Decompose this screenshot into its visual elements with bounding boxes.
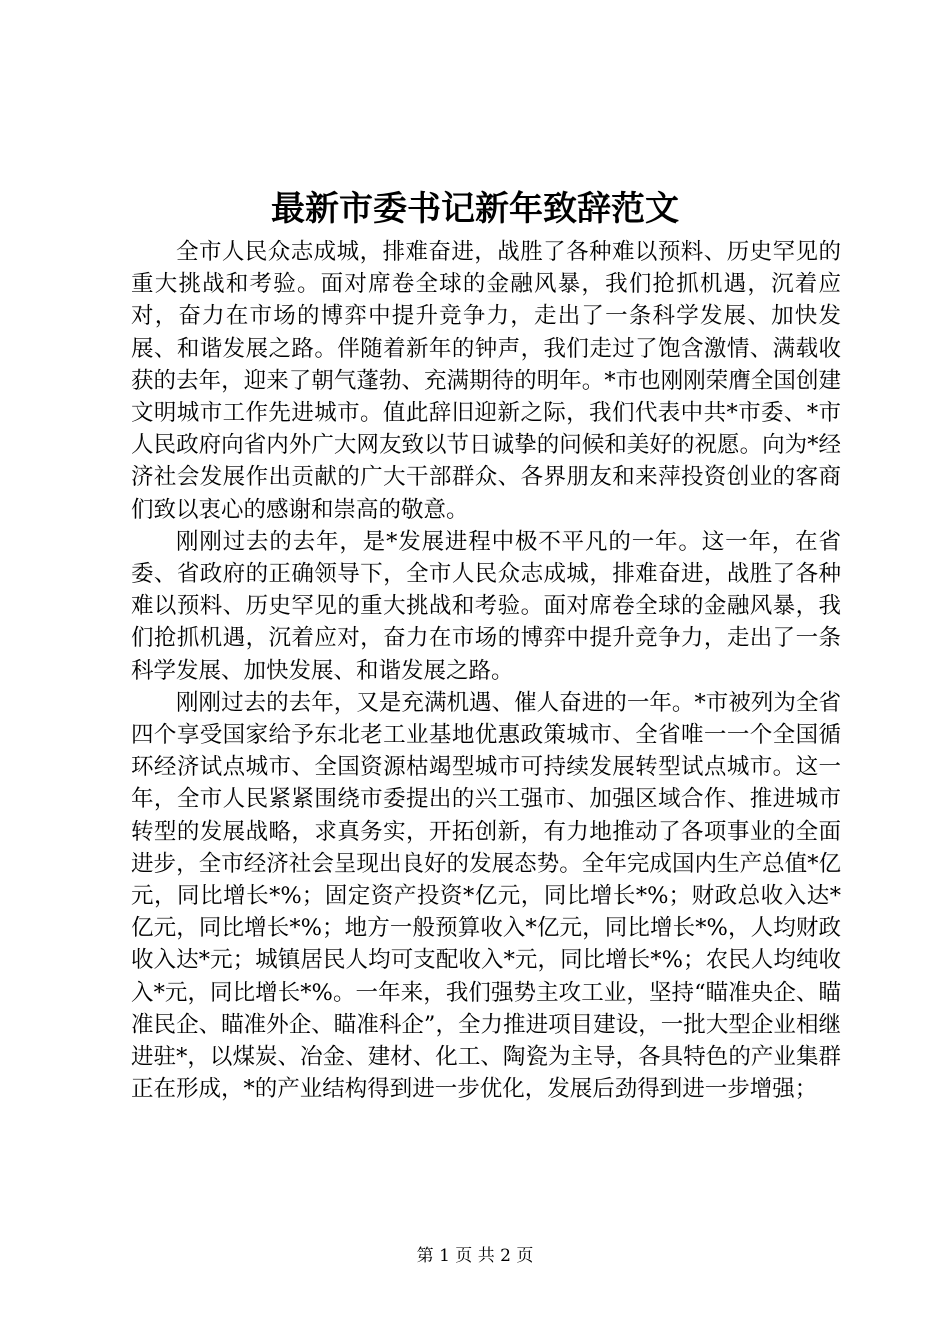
paragraph-2: 刚刚过去的去年，是*发展进程中极不平凡的一年。这一年，在省委、省政府的正确领导下，全市人民众志成城，排难奋进，战胜了各种难以预料、历史罕见的重大挑战和考验。面对席卷全球的金融风暴，我们抢抓机遇，沉着应对，奋力在市场的博弈中提升竞争力，走出了一条科学发展、加快发展、和谐发展之路。 [131, 528, 841, 684]
paragraph-1: 全市人民众志成城，排难奋进，战胜了各种难以预料、历史罕见的重大挑战和考验。面对席卷全球的金融风暴，我们抢抓机遇，沉着应对，奋力在市场的博弈中提升竞争力，走出了一条科学发展、加快发展、和谐发展之路。伴随着新年的钟声，我们走过了饱含激情、满载收获的去年，迎来了朝气蓬勃、充满期待的明年。*市也刚刚荣膺全国创建文明城市工作先进城市。值此辞旧迎新之际，我们代表中共*市委、*市人民政府向省内外广大网友致以节日诚挚的问候和美好的祝愿。向为*经济社会发展作出贡献的广大干部群众、各界朋友和来萍投资创业的客商们致以衷心的感谢和崇高的敬意。 [131, 239, 841, 523]
page-number-footer: 第 1 页 共 2 页 [416, 1246, 534, 1266]
document-body [131, 236, 841, 1105]
document-title: 最新市委书记新年致辞范文 [271, 189, 679, 229]
paragraph-3: 刚刚过去的去年，又是充满机遇、催人奋进的一年。*市被列为全省四个享受国家给予东北老工业基地优惠政策城市、全省唯一一个全国循环经济试点城市、全国资源枯竭型城市可持续发展转型试点城市。这一年，全市人民紧紧围绕市委提出的兴工强市、加强区域合作、推进城市转型的发展战略，求真务实，开拓创新，有力地推动了各项事业的全面进步，全市经济社会呈现出良好的发展态势。全年完成国内生产总值*亿元，同比增长*%；固定资产投资*亿元，同比增长*%；财政总收入达*亿元，同比增长*%；地方一般预算收入*亿元，同比增长*%，人均财政收入达*元；城镇居民人均可支配收入*元，同比增长*%；农民人均纯收入*元，同比增长*%。一年来，我们强势主攻工业，坚持“瞄准央企、瞄准民企、瞄准外企、瞄准科企”，全力推进项目建设，一批大型企业相继进驻*，以煤炭、冶金、建材、化工、陶瓷为主导，各具特色的产业集群正在形成，*的产业结构得到进一步优化，发展后劲得到进一步增强； [131, 689, 841, 1103]
